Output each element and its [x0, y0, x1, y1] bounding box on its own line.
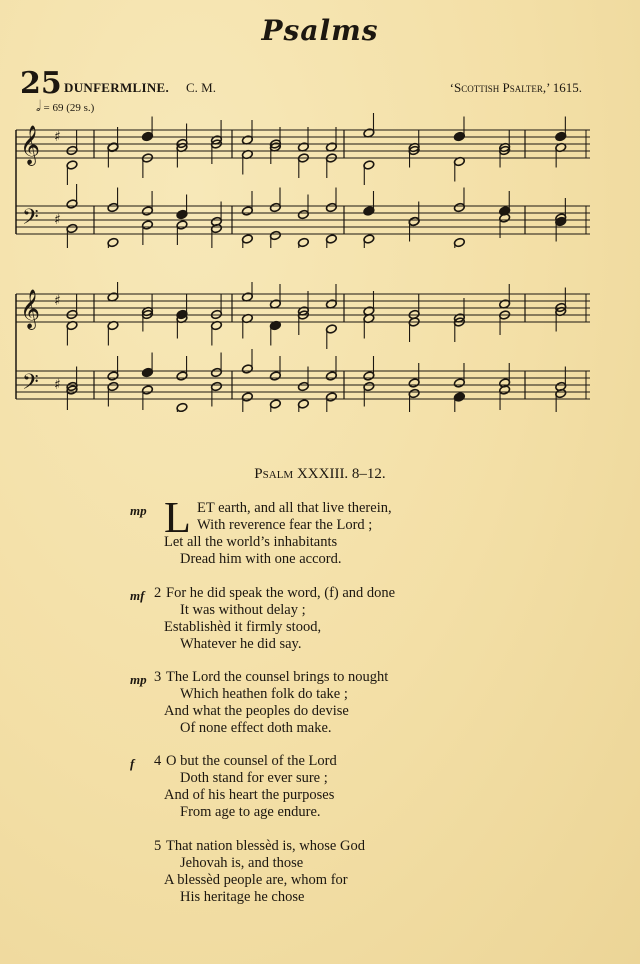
verse-line: And what the peoples do devise — [164, 703, 349, 719]
verse-line: Whatever he did say. — [180, 636, 302, 652]
music-system-1 — [0, 108, 640, 248]
verse-line: Doth stand for ever sure ; — [180, 770, 328, 786]
verse-line: Jehovah is, and those — [180, 855, 304, 871]
sharp-icon: ♯ — [54, 293, 61, 309]
verse-line: Which heathen folk do take ; — [180, 686, 348, 702]
treble-clef-icon: 𝄞 — [20, 289, 41, 329]
treble-clef-icon: 𝄞 — [20, 125, 41, 165]
drop-cap: L — [164, 493, 191, 542]
dynamic-marking: mp — [130, 672, 147, 687]
verse-line: ET earth, and all that live therein, — [197, 500, 392, 516]
tempo-value: = 69 (29 s.) — [43, 102, 95, 114]
verse-line: From age to age endure. — [180, 804, 321, 820]
verse-line: Dread him with one accord. — [180, 551, 342, 567]
half-note-icon: 𝅗𝅥 — [36, 99, 41, 115]
verse-line: His heritage he chose — [180, 889, 305, 905]
verse-line: With reverence fear the Lord ; — [197, 517, 373, 533]
sharp-icon: ♯ — [54, 377, 61, 393]
page-title: Psalms — [261, 14, 379, 47]
verse-line: That nation blessèd is, whose God — [166, 838, 365, 854]
verse-line: O but the counsel of the Lord — [166, 753, 337, 769]
verse-number: 4 — [154, 753, 162, 769]
music-system-2 — [0, 282, 640, 412]
verse-line: Establishèd it firmly stood, — [164, 619, 322, 635]
dynamic-marking: f — [130, 756, 135, 771]
verse-line: And of his heart the purposes — [164, 787, 335, 803]
verse-line: It was without delay ; — [180, 602, 306, 618]
verse-number: 5 — [154, 838, 162, 854]
bass-clef-icon: 𝄢 — [22, 370, 39, 400]
sharp-icon: ♯ — [54, 212, 61, 228]
verse-line: Let all the world’s inhabitants — [164, 534, 338, 550]
tune-source: ‘Scottish Psalter,’ 1615. — [449, 80, 582, 95]
verse-number: 3 — [154, 669, 162, 685]
verse-line: For he did speak the word, (f) and done — [166, 585, 396, 601]
verse-line: A blessèd people are, whom for — [164, 872, 348, 888]
tune-name: DUNFERMLINE. — [64, 80, 170, 95]
verse-line: Of none effect doth make. — [180, 720, 332, 736]
tune-meter: C. M. — [186, 80, 216, 95]
verse-number: 2 — [154, 585, 162, 601]
verse-line: The Lord the counsel brings to nought — [166, 669, 389, 685]
dynamic-marking: mp — [130, 503, 147, 518]
sharp-icon: ♯ — [54, 129, 61, 145]
bass-clef-icon: 𝄢 — [22, 205, 39, 235]
psalm-heading: Psalm XXXIII. 8–12. — [254, 466, 386, 482]
dynamic-marking: mf — [130, 588, 145, 603]
hymn-number: 25 — [20, 66, 62, 101]
